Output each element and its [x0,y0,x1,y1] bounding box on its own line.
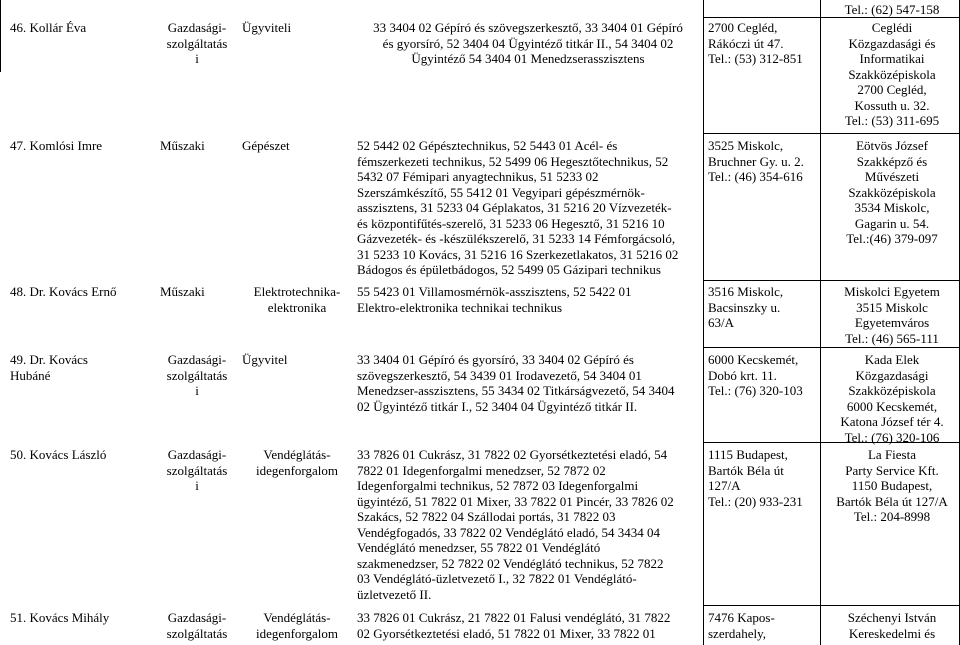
school: Miskolci Egyetem 3515 Miskolc Egyetemváros Tel.: (46) 565-111 [844,284,940,346]
address: 3516 Miskolc, Bacsinszky u. 63/A [708,284,784,330]
professions: 33 7826 01 Cukrász, 21 7822 01 Falusi vendéglátó, 31 7822 02 Gyorsétkeztetési eladó, 51 7822 01 Mixer, 33 7822 01 [357,610,671,641]
professions: 52 5442 02 Gépésztechnikus, 52 5443 01 Acél- és fémszerkezeti technikus, 52 5499 06 Hegesztőtechnikus, 52 5432 07 Fémipari anyagtechnikus, 51 5233 02 Szerszámkészítő, 55 5412 01 Vegyipari gépészmérnök- asszisztens, 31 5233 04 Géplakatos, 31 5216 20 Vízvezeték- és központifűtés-szerelő, 31 5233 06 Hegesztő, 31 5216 10 Gázvezeték- és -készülékszerelő, 31 5233 14 Fémforgácsoló, 31 5233 10 Kovács, 31 5216 16 Szerkezetlakatos, 31 5216 02 Bádogos és épületbádogos, 52 5499 05 Gázipari technikus [357,138,679,277]
school: Kada Elek Közgazdasági Szakközépiskola 6000 Kecskemét, Katona József tér 4. Tel.: (76) 320-106 [840,352,944,445]
field-area: Vendéglátás- idegenforgalom [255,447,339,478]
address: 7476 Kapos- szerdahely, [708,610,775,641]
sector-type: Műszaki [160,284,205,299]
field-area: Ügyviteli [242,20,292,35]
professions: 33 7826 01 Cukrász, 31 7822 02 Gyorsétkeztetési eladó, 54 7822 01 Idegenforgalmi menedzser, 52 7872 02 Idegenforgalmi technikus, 52 7872 03 Idegenforgalmi ügyintéző, 51 7822 01 Mixer, 33 7822 01 Pincér, 33 7826 02 Szakács, 52 7822 04 Szállodai portás, 31 7822 03 Vendégfogadós, 33 7822 02 Vendéglátó eladó, 54 3434 04 Vendéglátó menedzser, 55 7822 01 Vendéglátó szakmenedzser, 52 7822 02 Vendéglátó technikus, 52 7822 03 Vendéglátó-üzletvezető I., 32 7822 01 Vendéglátó- üzletvezető II. [357,447,674,602]
school: Ceglédi Közgazdasági és Informatikai Szakközépiskola 2700 Cegléd, Kossuth u. 32. Tel.: (53) 311-695 [844,20,940,128]
teacher-name: 50. Kovács László [10,447,107,462]
school-tel-header: Tel.: (62) 547-158 [844,2,940,17]
school: Széchenyi István Kereskedelmi és [847,610,937,641]
teacher-name: 47. Komlósi Imre [10,138,103,153]
teacher-name: 49. Dr. Kovács Hubáné [10,352,88,383]
sector-type: Gazdasági- szolgáltatás i [166,352,228,398]
school: Eötvös József Szakképző és Művészeti Szakközépiskola 3534 Miskolc, Gagarin u. 54. Tel.:(46) 379-097 [846,138,938,246]
professions: 33 3404 02 Gépíró és szövegszerkesztő, 33 3404 01 Gépíró és gyorsíró, 52 3404 04 Ügyintéző titkár II., 54 3404 02 Ügyintéző 54 3404 01 Menedzserasszisztens [373,20,683,66]
field-area: Elektrotechnika- elektronika [253,284,341,315]
address: 1115 Budapest, Bartók Béla út 127/A Tel.: (20) 933-231 [708,447,803,509]
sector-type: Gazdasági- szolgáltatás [166,610,228,641]
address: 2700 Cegléd, Rákóczi út 47. Tel.: (53) 312-851 [708,20,803,66]
teacher-name: 48. Dr. Kovács Ernő [10,284,117,299]
school: La Fiesta Party Service Kft. 1150 Budapest, Bartók Béla út 127/A Tel.: 204-8998 [836,447,948,524]
address: 3525 Miskolc, Bruchner Gy. u. 2. Tel.: (46) 354-616 [708,138,804,184]
sector-type: Gazdasági- szolgáltatás i [166,20,228,66]
address: 6000 Kecskemét, Dobó krt. 11. Tel.: (76) 320-103 [708,352,803,398]
professions: 33 3404 01 Gépíró és gyorsíró, 33 3404 02 Gépíró és szövegszerkesztő, 54 3439 01 Irodavezető, 54 3404 01 Menedzser-asszisztens, 55 3434 02 Titkárságvezető, 54 3404 02 Ügyintéző titkár I., 52 3404 04 Ügyintéző titkár II. [357,352,675,414]
sector-type: Műszaki [160,138,205,153]
sector-type: Gazdasági- szolgáltatás i [166,447,228,493]
teacher-name: 46. Kollár Éva [10,20,87,35]
field-area: Ügyvitel [242,352,288,367]
field-area: Vendéglátás- idegenforgalom [255,610,339,641]
teacher-name: 51. Kovács Mihály [10,610,110,625]
professions: 55 5423 01 Villamosmérnök-asszisztens, 52 5422 01 Elektro-elektronika technikai technikus [357,284,632,315]
field-area: Gépészet [242,138,290,153]
